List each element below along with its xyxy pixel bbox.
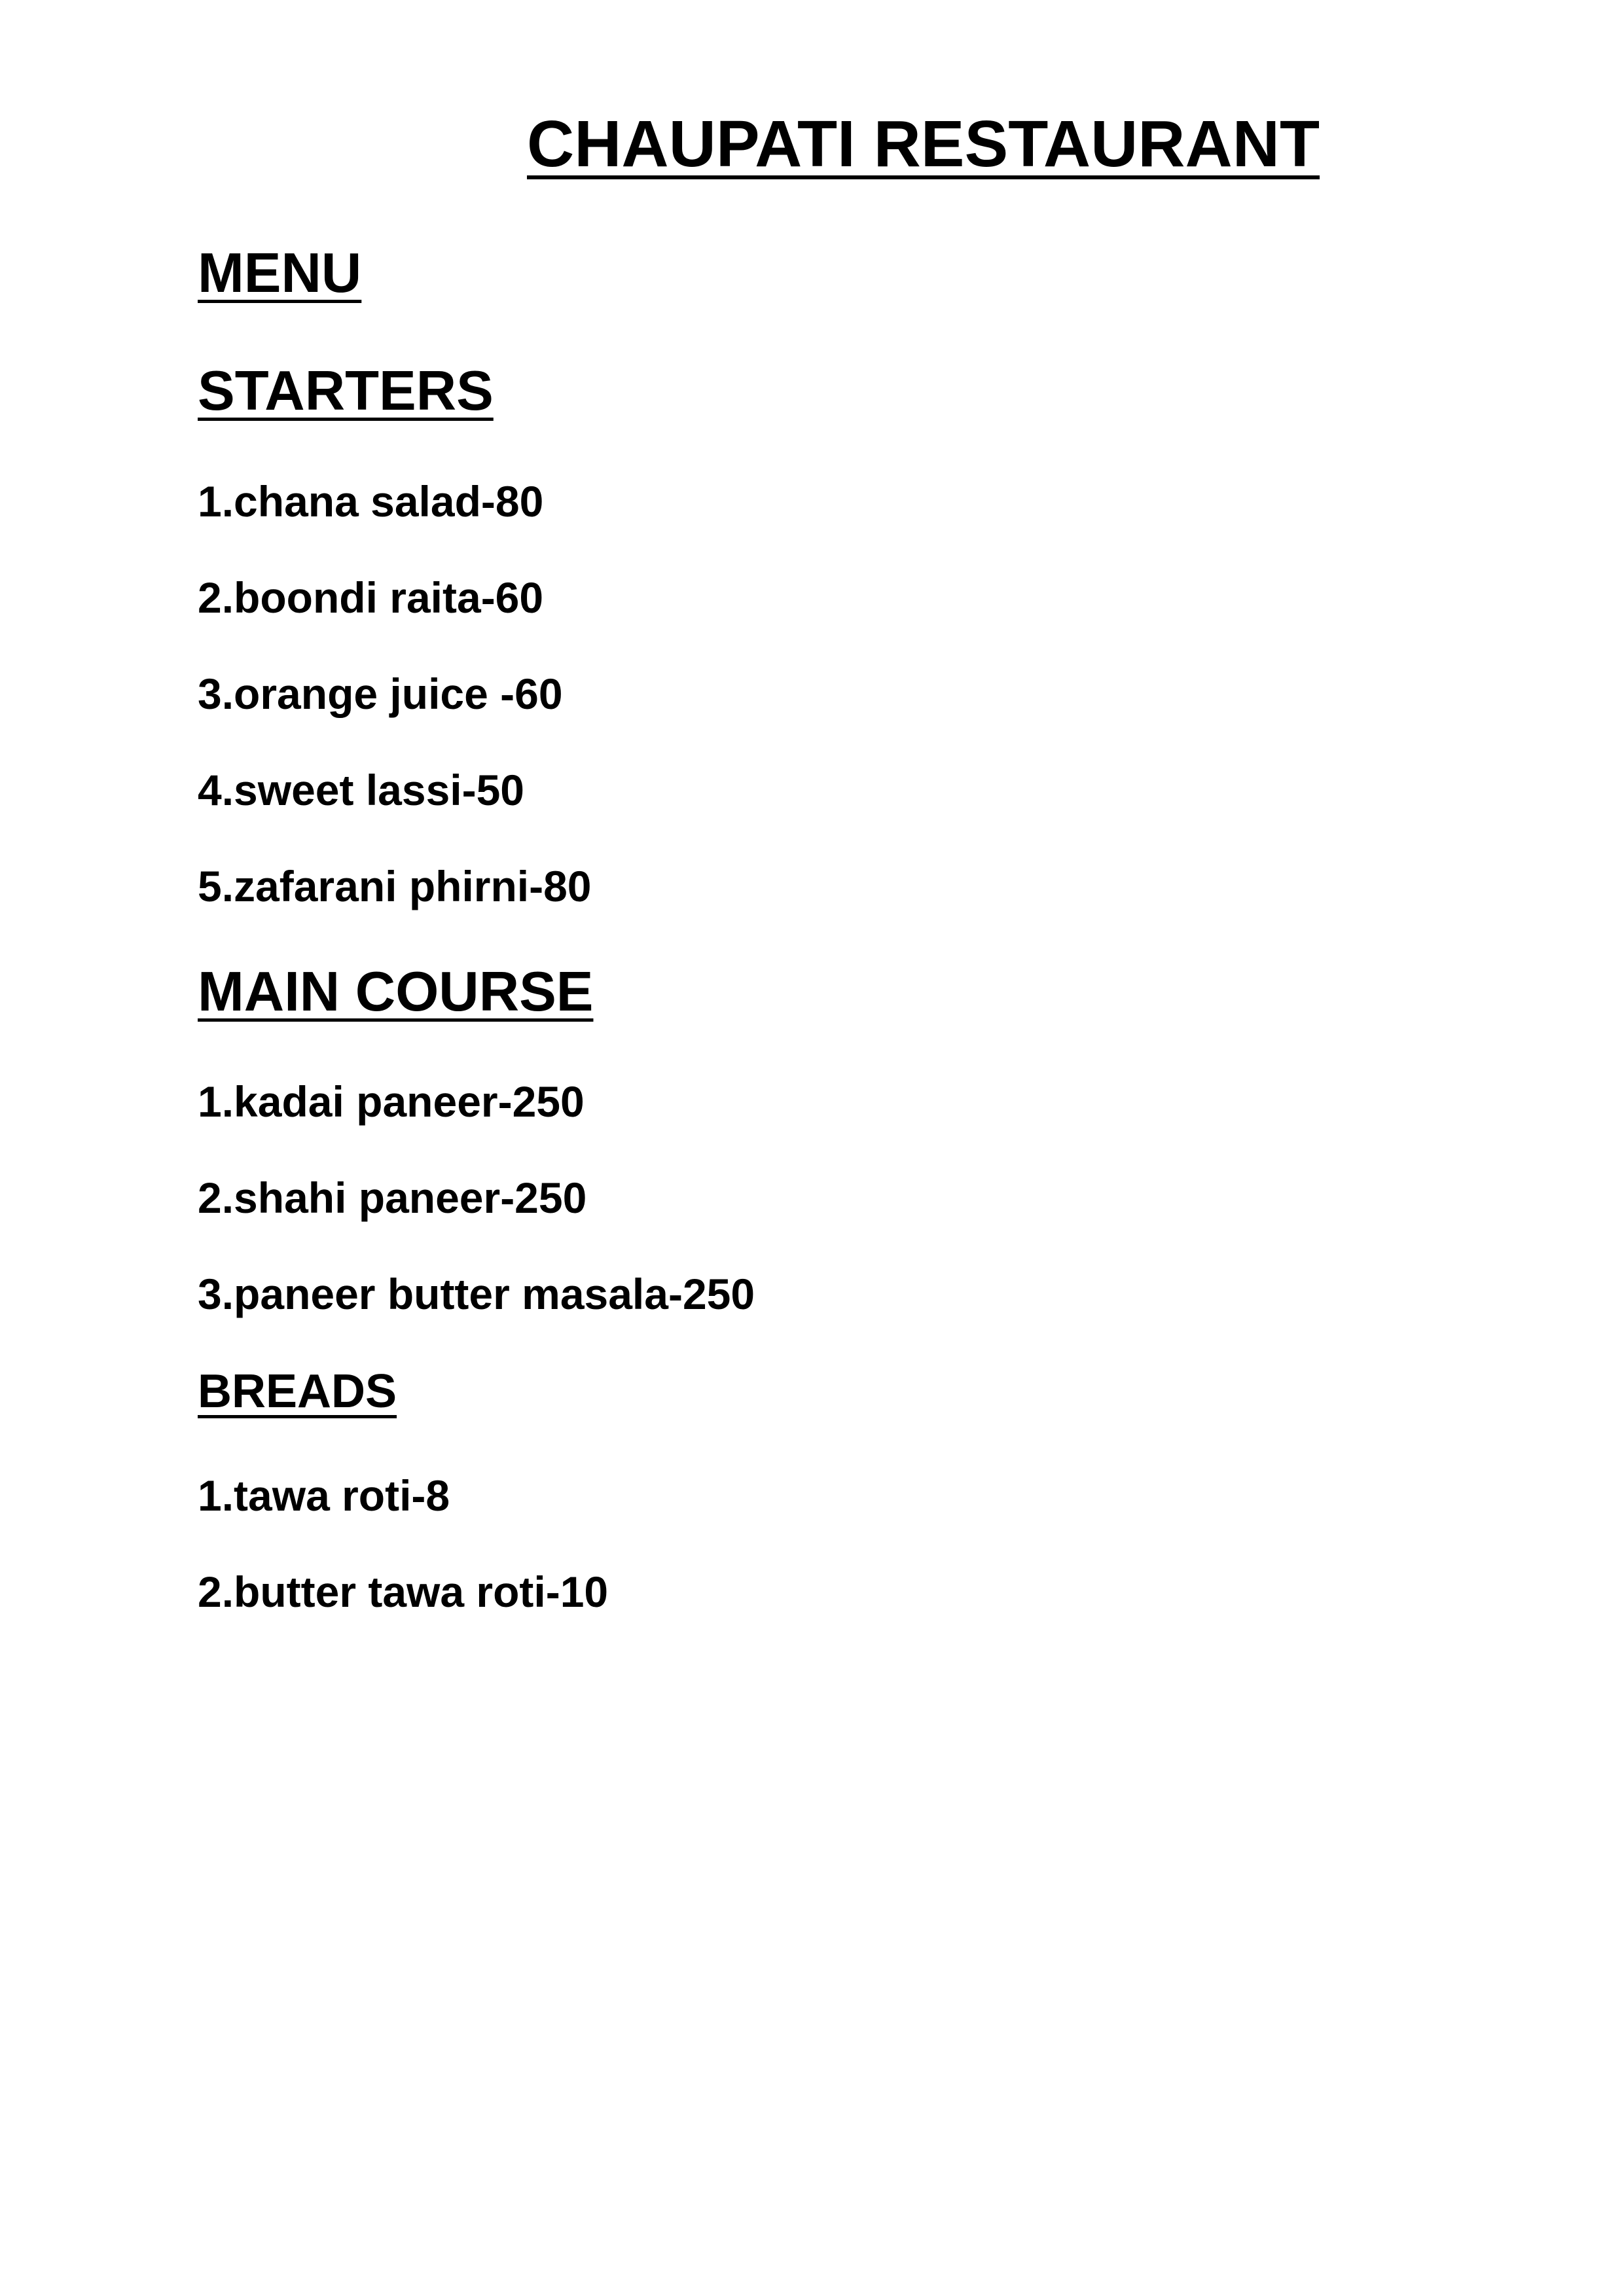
section-heading-main-course: MAIN COURSE — [198, 961, 594, 1023]
menu-item: 3.paneer butter masala-250 — [198, 1270, 755, 1318]
menu-item: 2.shahi paneer-250 — [198, 1174, 587, 1222]
menu-item: 1.kadai paneer-250 — [198, 1077, 585, 1126]
section-heading-starters: STARTERS — [198, 360, 494, 422]
menu-item: 4.sweet lassi-50 — [198, 766, 524, 814]
menu-item: 5.zafarani phirni-80 — [198, 862, 592, 910]
menu-item: 1.tawa roti-8 — [198, 1471, 450, 1520]
menu-item: 3.orange juice -60 — [198, 670, 563, 718]
restaurant-title: CHAUPATI RESTAURANT — [527, 107, 1320, 181]
menu-heading: MENU — [198, 242, 362, 304]
section-heading-breads: BREADS — [198, 1365, 397, 1418]
menu-item: 2.butter tawa roti-10 — [198, 1568, 609, 1616]
menu-item: 2.boondi raita-60 — [198, 573, 544, 622]
menu-item: 1.chana salad-80 — [198, 477, 544, 526]
